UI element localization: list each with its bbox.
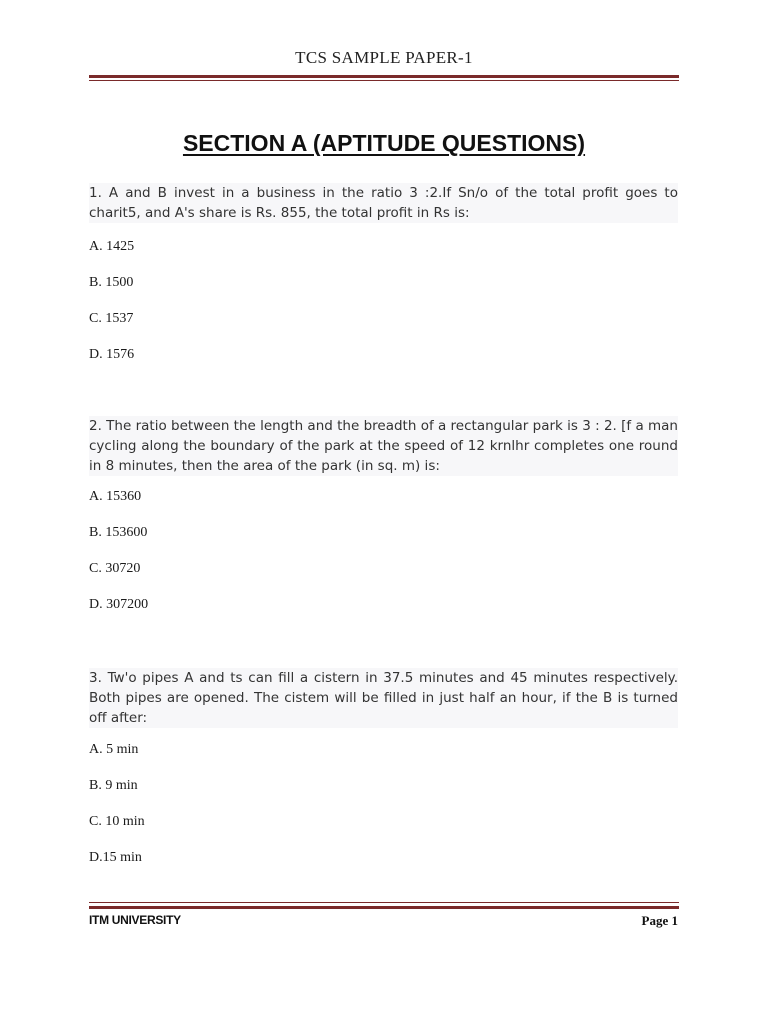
option-a: A. 5 min	[89, 742, 139, 757]
page-number: Page 1	[641, 913, 678, 928]
footer-rule-thick	[89, 906, 679, 909]
option-c: C. 30720	[89, 561, 141, 576]
question-text: 3. Tw'o pipes A and ts can fill a cistern in 37.5 minutes and 45 minutes respectively. Both pipes are opened. The cistem will be filled in just half an hour, if the B is turned off after:	[89, 670, 678, 726]
option-d: D. 1576	[89, 347, 135, 362]
option-b: B. 153600	[89, 525, 148, 540]
question-text: 1. A and B invest in a business in the ratio 3 :2.If Sn/o of the total profit goes to charit5, and A's share is Rs. 855, the total profit in Rs is:	[89, 185, 678, 221]
option-b: B. 1500	[89, 275, 134, 290]
footer-rule-thin	[89, 902, 679, 903]
header-rule-thin	[89, 80, 679, 81]
header-title: TCS SAMPLE PAPER-1	[295, 48, 473, 67]
question-text: 2. The ratio between the length and the breadth of a rectangular park is 3 : 2. [f a man cycling along the boundary of the park at the speed of 12 krnlhr completes one round in 8 minutes, then the area of the park (in sq. m) is:	[89, 418, 678, 474]
option-a: A. 15360	[89, 489, 142, 504]
header-rule-thick	[89, 75, 679, 78]
option-c: C. 10 min	[89, 814, 145, 829]
section-heading	[0, 130, 768, 157]
footer-university: ITM UNIVERSITY	[89, 913, 181, 927]
option-a: A. 1425	[89, 239, 135, 254]
section-heading-text: SECTION A (APTITUDE QUESTIONS)	[182, 130, 586, 156]
option-b: B. 9 min	[89, 778, 138, 793]
option-d: D. 307200	[89, 597, 149, 612]
option-c: C. 1537	[89, 311, 134, 326]
option-d: D.15 min	[89, 850, 142, 865]
